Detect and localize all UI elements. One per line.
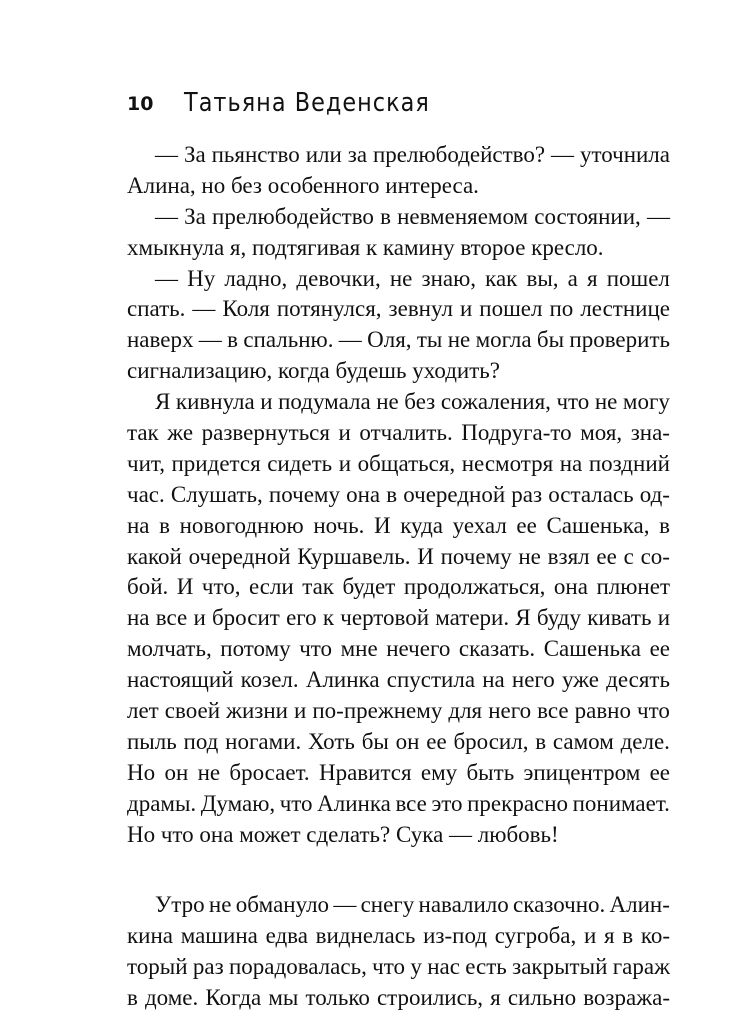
- text-line: так же развернуться и отчалить. Подруга-то моя, зна-: [127, 420, 670, 446]
- text-line: Алина, но без особенного интереса.: [127, 172, 479, 198]
- body-text: [127, 140, 670, 1014]
- text-line: — За прелюбодейство в невменяемом состоянии, —: [155, 203, 670, 229]
- text-line: кина машина едва виднелась из-под сугроба, и я в ко-: [127, 923, 670, 949]
- text-line: Утро не обмануло — снегу навалило сказочно. Алин-: [155, 892, 670, 918]
- text-line: час. Слушать, почему она в очередной раз осталась од-: [127, 481, 670, 507]
- text-line: молчать, потому что мне нечего сказать. Сашенька ее: [127, 636, 670, 662]
- text-line: — За пьянство или за прелюбодейство? — уточнила: [155, 142, 670, 167]
- text-line: какой очередной Куршавель. И почему не взял ее с со-: [127, 543, 670, 569]
- text-line: Но что она может сделать? Сука — любовь!: [127, 821, 559, 847]
- text-line: — Ну ладно, девочки, не знаю, как вы, а я пошел: [155, 265, 670, 291]
- text-line: в доме. Когда мы только строились, я сильно возража-: [127, 985, 670, 1011]
- text-line: наверх — в спальню. — Оля, ты не могла бы проверить: [127, 327, 670, 353]
- text-line: настоящий козел. Алинка спустила на него уже десять: [127, 667, 670, 693]
- text-line: хмыкнула я, подтягивая к камину второе кресло.: [127, 234, 604, 260]
- text-line: на все и бросит его к чертовой матери. Я буду кивать и: [127, 605, 670, 631]
- text-line: на в новогоднюю ночь. И куда уехал ее Сашенька, в: [127, 512, 670, 538]
- running-head: Татьяна Веденская: [184, 88, 430, 118]
- text-line: драмы. Думаю, что Алинка все это прекрасно понимает.: [127, 790, 670, 816]
- section-break: [127, 850, 670, 890]
- text-line: спать. — Коля потянулся, зевнул и пошел по лестнице: [127, 296, 670, 322]
- text-line: чит, придется сидеть и общаться, несмотря на поздний: [127, 450, 670, 476]
- text-line: бой. И что, если так будет продолжаться, она плюнет: [127, 574, 670, 600]
- page-number: 10: [127, 93, 154, 115]
- text-line: пыль под ногами. Хоть бы он ее бросил, в самом деле.: [127, 728, 670, 754]
- text-line: лет своей жизни и по-прежнему для него все равно что: [127, 698, 670, 724]
- text-line: сигнализацию, когда будешь уходить?: [127, 358, 500, 384]
- text-line: торый раз порадовалась, что у нас есть закрытый гараж: [127, 954, 670, 980]
- text-line: Но он не бросает. Нравится ему быть эпицентром ее: [127, 759, 670, 785]
- text-line: Я кивнула и подумала не без сожаления, что не могу: [155, 389, 670, 415]
